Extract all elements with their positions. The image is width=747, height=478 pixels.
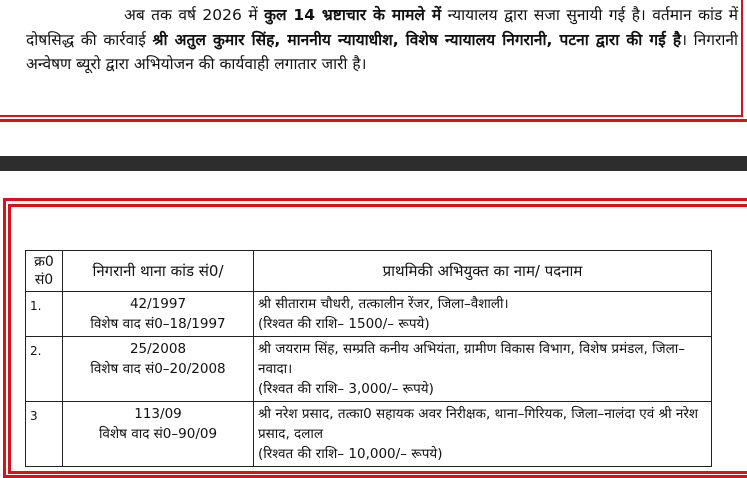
summary-text-2: न्यायालय द्वारा सजा सुनायी गई है। वर्तमान कांड में दोषसिद्ध की कार्रवाई [26, 6, 739, 49]
bribe-amount: (रिश्वत की राशि– 3,000/– रूपये) [258, 381, 434, 397]
special-case-number: विशेष वाद सं0–90/09 [98, 426, 218, 442]
table-row [26, 402, 712, 467]
accused-text: श्री जयराम सिंह, सम्प्रति कनीय अभियंता, ग्रामीण विकास विभाग, विशेष प्रमंडल, जिला–नवादा। [258, 341, 686, 377]
special-case-number: विशेष वाद सं0–20/2008 [90, 361, 226, 377]
summary-text-1: अब तक वर्ष 2026 में [124, 6, 265, 24]
table-row [26, 337, 712, 402]
row-accused [254, 402, 712, 467]
header-case: निगरानी थाना कांड सं0/ [63, 251, 254, 292]
row-sno: 2. [26, 337, 63, 402]
section-divider [0, 156, 747, 171]
summary-bold-2: श्री अतुल कुमार सिंह, माननीय न्यायाधीश, विशेष न्यायालय निगरानी, पटना द्वारा की गई है [152, 30, 682, 49]
table-header-row [26, 251, 712, 292]
conviction-table [25, 250, 712, 467]
bribe-amount: (रिश्वत की राशि– 10,000/– रूपये) [258, 446, 443, 462]
table-row [26, 292, 712, 337]
summary-paragraph [26, 3, 738, 77]
row-case [63, 402, 254, 467]
header-accused: प्राथमिकी अभियुक्त का नाम/ पदनाम [254, 251, 712, 292]
case-number: 25/2008 [129, 341, 187, 357]
row-case [63, 337, 254, 402]
special-case-number: विशेष वाद सं0–18/1997 [90, 316, 226, 332]
summary-bold-1: कुल 14 भ्रष्टाचार के मामले में [264, 6, 442, 24]
row-sno: 1. [26, 292, 63, 337]
bribe-amount: (रिश्वत की राशि– 1500/– रूपये) [258, 316, 430, 332]
row-accused [254, 292, 712, 337]
row-accused [254, 337, 712, 402]
accused-text: श्री सीताराम चौधरी, तत्कालीन रेंजर, जिला–वैशाली। [258, 296, 509, 312]
row-case [63, 292, 254, 337]
case-number: 42/1997 [129, 296, 187, 312]
row-sno: 3 [26, 402, 63, 467]
case-number: 113/09 [134, 406, 182, 422]
summary-text-3: । निगरानी अन्वेषण ब्यूरो द्वारा अभियोजन की कार्यवाही लगातार जारी है। [26, 30, 738, 73]
header-sno: क्र0 सं0 [26, 251, 63, 292]
accused-text: श्री नरेश प्रसाद, तत्का0 सहायक अवर निरीक्षक, थाना–गिरियक, जिला–नालंदा एवं श्री नरेश प्रसाद, दलाल [258, 406, 699, 442]
